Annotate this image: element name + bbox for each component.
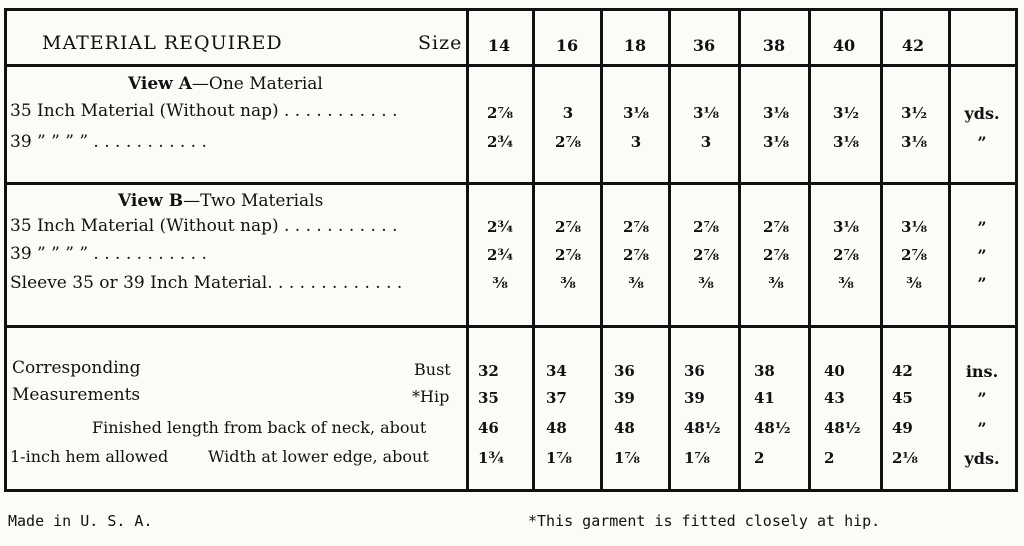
view-b-title: View B—Two Materials [118, 191, 324, 211]
value-cell: 46 [478, 419, 499, 437]
width-label: Width at lower edge, about [208, 447, 429, 466]
value-cell: 3⅛ [901, 133, 927, 151]
value-cell: 48½ [684, 419, 721, 437]
unit-cell: ” [977, 133, 987, 152]
value-cell: 1⅞ [614, 449, 640, 467]
col-rule [880, 10, 883, 490]
value-cell: 3½ [832, 104, 860, 122]
value-cell: 3 [630, 133, 642, 151]
length-label: Finished length from back of neck, about [92, 418, 427, 437]
value-cell: ⅜ [492, 274, 508, 292]
value-cell: ⅜ [838, 274, 854, 292]
value-cell: 3⅛ [833, 218, 859, 236]
unit-cell: ” [977, 419, 987, 438]
value-cell: 1⅞ [684, 449, 710, 467]
value-cell: ⅜ [906, 274, 922, 292]
col-rule [532, 10, 535, 490]
value-cell: 2⅞ [833, 246, 859, 264]
size-header: 42 [901, 36, 925, 55]
measurements-label: Measurements [12, 385, 141, 405]
value-cell: 48 [614, 419, 635, 437]
value-cell: ⅜ [698, 274, 714, 292]
hem-note: 1-inch hem allowed [10, 447, 169, 466]
value-cell: 2¾ [486, 218, 514, 236]
value-cell: 48½ [824, 419, 861, 437]
value-cell: 38 [754, 362, 775, 380]
value-cell: 42 [892, 362, 913, 380]
rule-view-b [4, 325, 1018, 328]
value-cell: 3⅛ [763, 133, 789, 151]
unit-cell: ” [977, 218, 987, 237]
rule-header [4, 64, 1018, 67]
unit-cell: ” [977, 246, 987, 265]
value-cell: 39 [684, 389, 705, 407]
unit-cell: ” [977, 274, 987, 293]
row-label: 39 ” ” ” ” . . . . . . . . . . . [10, 132, 207, 152]
hip-label: *Hip [412, 387, 450, 406]
table-title: MATERIAL REQUIRED [42, 32, 283, 54]
value-cell: 35 [478, 389, 499, 407]
row-label: 39 ” ” ” ” . . . . . . . . . . . [10, 244, 207, 264]
size-header: 36 [692, 36, 716, 55]
col-rule [948, 10, 951, 490]
value-cell: 49 [892, 419, 913, 437]
value-cell: 3⅛ [693, 104, 719, 122]
value-cell: 3½ [900, 104, 928, 122]
value-cell: 3⅛ [763, 104, 789, 122]
value-cell: 41 [754, 389, 775, 407]
col-rule [466, 10, 469, 490]
value-cell: ⅜ [560, 274, 576, 292]
value-cell: 43 [824, 389, 845, 407]
view-a-title: View A—One Material [128, 74, 323, 94]
value-cell: 2⅞ [763, 246, 789, 264]
value-cell: 1⅞ [546, 449, 572, 467]
row-label: 35 Inch Material (Without nap) . . . . . . . . . . . [10, 216, 398, 236]
value-cell: ⅜ [768, 274, 784, 292]
size-header: 16 [555, 36, 579, 55]
unit-cell: yds. [964, 104, 1000, 123]
corresponding-label: Corresponding [12, 358, 141, 378]
size-header: 40 [832, 36, 856, 55]
value-cell: 3⅛ [901, 218, 927, 236]
size-header: 18 [623, 36, 647, 55]
value-cell: 40 [824, 362, 845, 380]
value-cell: 2¾ [486, 246, 514, 264]
value-cell: 2⅞ [555, 133, 581, 151]
col-rule [600, 10, 603, 490]
made-in-usa: Made in U. S. A. [8, 512, 153, 530]
value-cell: ⅜ [628, 274, 644, 292]
value-cell: 39 [614, 389, 635, 407]
value-cell: 2⅞ [763, 218, 789, 236]
value-cell: 48 [546, 419, 567, 437]
col-rule [738, 10, 741, 490]
col-rule [808, 10, 811, 490]
unit-cell: ins. [965, 362, 999, 381]
value-cell: 36 [614, 362, 635, 380]
row-label: 35 Inch Material (Without nap) . . . . . . . . . . . [10, 101, 398, 121]
value-cell: 36 [684, 362, 705, 380]
value-cell: 3⅛ [833, 133, 859, 151]
value-cell: 3⅛ [623, 104, 649, 122]
value-cell: 48½ [754, 419, 791, 437]
footnote: *This garment is fitted closely at hip. [528, 512, 881, 530]
value-cell: 2 [754, 449, 765, 467]
value-cell: 2⅞ [693, 218, 719, 236]
value-cell: 2⅛ [892, 449, 918, 467]
bust-label: Bust [414, 360, 451, 379]
value-cell: 2¾ [486, 133, 514, 151]
size-header: 38 [762, 36, 786, 55]
unit-cell: ” [977, 389, 987, 408]
value-cell: 2⅞ [693, 246, 719, 264]
value-cell: 2⅞ [901, 246, 927, 264]
value-cell: 2⅞ [623, 218, 649, 236]
size-label: Size [418, 32, 463, 54]
col-rule [668, 10, 671, 490]
value-cell: 2⅞ [555, 218, 581, 236]
value-cell: 3 [562, 104, 574, 122]
value-cell: 34 [546, 362, 567, 380]
value-cell: 37 [546, 389, 567, 407]
value-cell: 2⅞ [487, 104, 513, 122]
rule-view-a [4, 182, 1018, 185]
value-cell: 2 [824, 449, 835, 467]
size-header: 14 [487, 36, 511, 55]
row-label: Sleeve 35 or 39 Inch Material. . . . . . . . . . . . . [10, 273, 403, 293]
value-cell: 2⅞ [623, 246, 649, 264]
value-cell: 32 [478, 362, 499, 380]
value-cell: 2⅞ [555, 246, 581, 264]
value-cell: 1¾ [478, 449, 505, 467]
value-cell: 3 [700, 133, 712, 151]
unit-cell: yds. [964, 449, 1000, 468]
value-cell: 45 [892, 389, 913, 407]
